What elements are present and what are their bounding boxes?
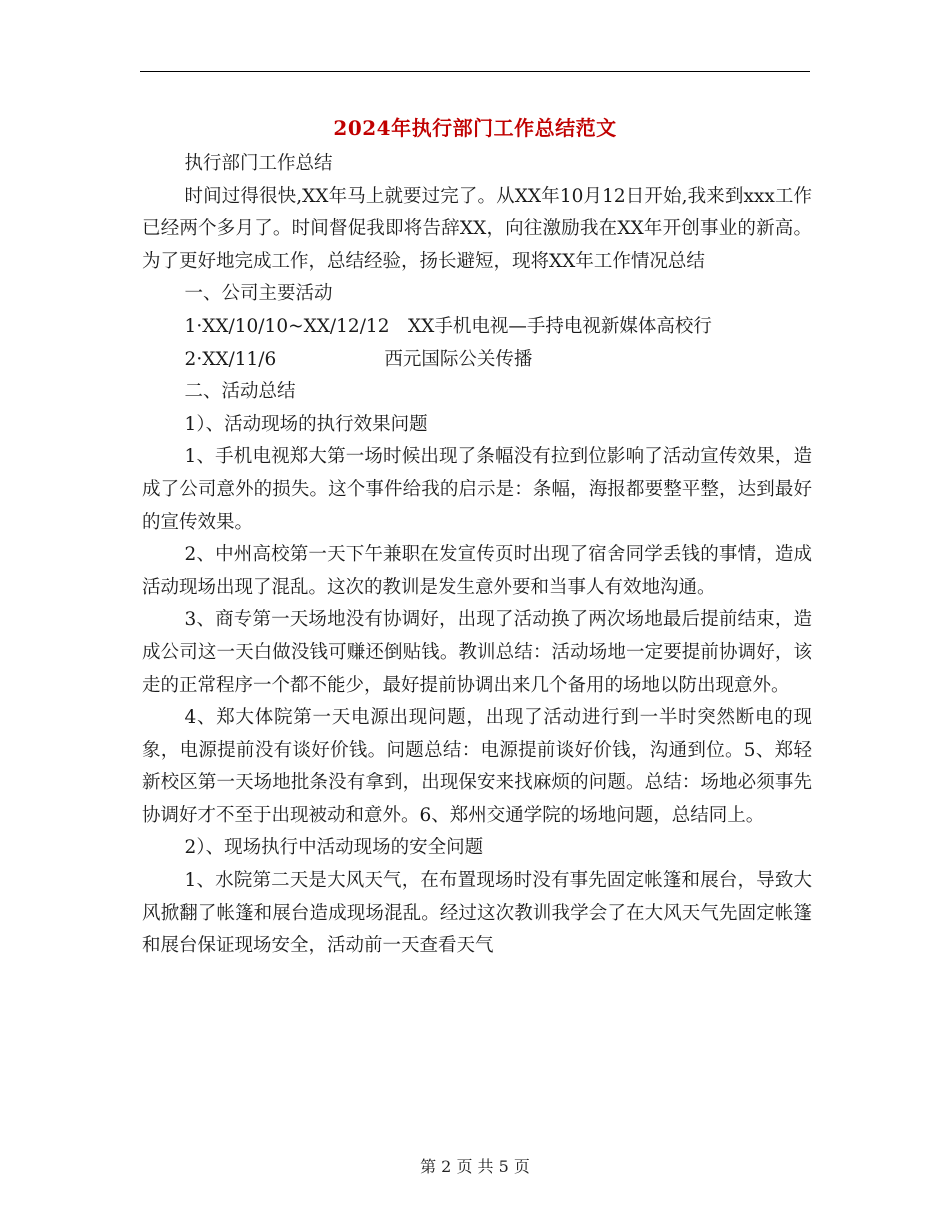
subsection-heading-execution: 1）、活动现场的执行效果问题 xyxy=(184,413,428,435)
activity-item-2 xyxy=(142,344,812,377)
document-title: 2024年执行部门工作总结范文 xyxy=(333,116,617,140)
activity-2-date: 2·XX/11/6 xyxy=(184,348,277,370)
activity-2-name: 西元国际公关传播 xyxy=(384,348,533,370)
paragraph-item-3: 3、商专第一天场地没有协调好，出现了活动换了两次场地最后提前结束，造成公司这一天白做没钱可赚还倒贴钱。教训总结：活动场地一定要提前协调好，该走的正常程序一个都不能少，最好提前协调出来几个备用的场地以防出现意外。 xyxy=(142,609,812,696)
paragraph-item-1: 1、手机电视郑大第一场时候出现了条幅没有拉到位影响了活动宣传效果，造成了公司意外的损失。这个事件给我的启示是：条幅，海报都要整平整，达到最好的宣传效果。 xyxy=(142,446,812,533)
paragraph-intro: 时间过得很快,XX年马上就要过完了。从XX年10月12日开始,我来到xxx工作已经两个多月了。时间督促我即将告辞XX，向往激励我在XX年开创事业的新高。为了更好地完成工作，总结经验，扬长避短，现将XX年工作情况总结 xyxy=(142,185,812,272)
header-rule xyxy=(140,71,810,72)
paragraph-item-2: 2、中州高校第一天下午兼职在发宣传页时出现了宿舍同学丢钱的事情，造成活动现场出现了混乱。这次的教训是发生意外要和当事人有效地沟通。 xyxy=(142,544,812,598)
paragraph-heading: 执行部门工作总结 xyxy=(184,153,333,174)
section-heading-activities: 一、公司主要活动 xyxy=(184,283,333,305)
section-heading-summary: 二、活动总结 xyxy=(184,381,296,403)
activity-item-1: 1·XX/10/10~XX/12/12 XX手机电视—手持电视新媒体高校行 xyxy=(184,315,712,337)
paragraph-safety-1: 1、水院第二天是大风天气，在布置现场时没有事先固定帐篷和展台，导致大风掀翻了帐篷和展台造成现场混乱。经过这次教训我学会了在大风天气先固定帐篷和展台保证现场安全，活动前一天查看天气 xyxy=(142,870,812,957)
page-number: 第 2 页 共 5 页 xyxy=(420,1157,530,1176)
subsection-heading-safety: 2）、现场执行中活动现场的安全问题 xyxy=(184,837,484,859)
document-body xyxy=(142,148,812,963)
paragraph-item-4: 4、郑大体院第一天电源出现问题，出现了活动进行到一半时突然断电的现象，电源提前没有谈好价钱。问题总结：电源提前谈好价钱，沟通到位。5、郑轻新校区第一天场地批条没有拿到，出现保安来找麻烦的问题。总结：场地必须事先协调好才不至于出现被动和意外。6、郑州交通学院的场地问题，总结同上。 xyxy=(142,707,812,826)
